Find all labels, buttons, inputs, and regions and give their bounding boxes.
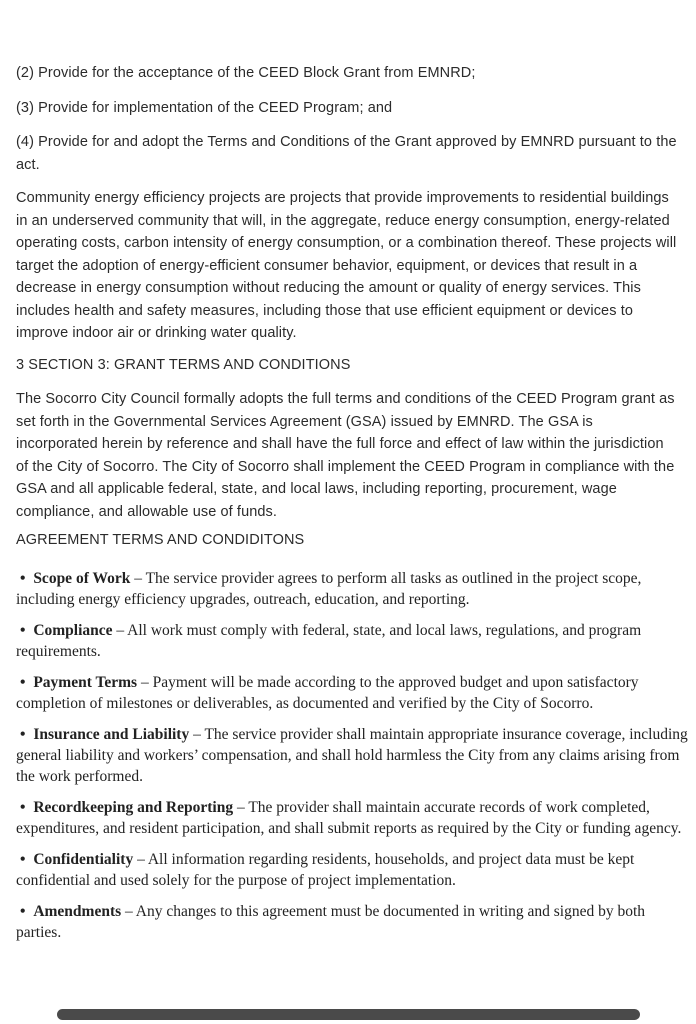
bullet-term: Confidentiality [33, 850, 134, 868]
paragraph-community-projects: Community energy efficiency projects are projects that provide improvements to residential buildings in an underserved community that will, in the aggregate, reduce energy consumption, energy-related operating costs, carbon intensity of energy consumption, or a combination thereof. These projects will target the adoption of energy-efficient consumer behavior, equipment, or devices that result in a decrease in energy consumption without reducing the amount or quality of energy services. This includes health and safety measures, including those that use efficient equipment or devices to improve indoor air or drinking water quality. [16, 190, 677, 341]
bullet-term: Compliance [33, 621, 113, 639]
bullet-text: – All information regarding residents, households, and project data must be kept confidential and used solely for the purpose of project implementation. [16, 850, 635, 889]
bullet-item-insurance-liability [16, 724, 692, 787]
bullet-term: Scope of Work [33, 569, 131, 587]
bullet-item-scope-of-work [16, 568, 692, 610]
bullet-icon: • [20, 798, 26, 816]
bullet-item-compliance [16, 620, 692, 662]
bullet-item-confidentiality [16, 849, 692, 891]
bullet-icon: • [20, 725, 26, 743]
bullet-icon: • [20, 621, 26, 639]
bullet-icon: • [20, 673, 26, 691]
bullet-text: – The service provider agrees to perform all tasks as outlined in the project scope, including energy efficiency upgrades, outreach, education, and reporting. [16, 569, 642, 608]
bullet-text: – Any changes to this agreement must be documented in writing and signed by both parties. [16, 902, 646, 941]
bullet-icon: • [20, 569, 26, 587]
scan-edge-artifact [57, 1009, 640, 1020]
numbered-item-3: (3) Provide for implementation of the CEED Program; and [16, 99, 393, 116]
bullet-text: – All work must comply with federal, state, and local laws, regulations, and program requirements. [16, 621, 642, 660]
paragraph-grant-adoption: The Socorro City Council formally adopts the full terms and conditions of the CEED Program grant as set forth in the Governmental Services Agreement (GSA) issued by EMNRD. The GSA is incorporated herein by reference and shall have the full force and effect of law within the jurisdiction of the City of Socorro. The City of Socorro shall implement the CEED Program in compliance with the GSA and all applicable federal, state, and local laws, including reporting, procurement, wage compliance, and allowable use of funds. [16, 391, 675, 520]
bullet-item-amendments [16, 901, 692, 943]
bullet-icon: • [20, 902, 26, 920]
numbered-item-4: (4) Provide for and adopt the Terms and Conditions of the Grant approved by EMNRD pursuant to the act. [16, 134, 677, 173]
bullet-item-payment-terms [16, 672, 692, 714]
section-3-heading: 3 SECTION 3: GRANT TERMS AND CONDITIONS [16, 356, 351, 373]
bullet-term: Recordkeeping and Reporting [33, 798, 234, 816]
bullet-term: Payment Terms [33, 673, 138, 691]
bullet-item-recordkeeping-reporting [16, 797, 692, 839]
agreement-terms-list [16, 568, 692, 943]
bullet-text: – The service provider shall maintain appropriate insurance coverage, including general liability and workers’ compensation, and shall hold harmless the City from any claims arising from the work performed. [16, 725, 688, 785]
bullet-text: – Payment will be made according to the approved budget and upon satisfactory completion of milestones or deliverables, as documented and verified by the City of Socorro. [16, 673, 639, 712]
bullet-term: Amendments [33, 902, 122, 920]
bullet-text: – The provider shall maintain accurate records of work completed, expenditures, and resident participation, and shall submit reports as required by the City or funding agency. [16, 798, 682, 837]
bullet-icon: • [20, 850, 26, 868]
bullet-term: Insurance and Liability [33, 725, 190, 743]
agreement-terms-heading: AGREEMENT TERMS AND CONDIDITONS [16, 532, 305, 548]
numbered-item-2: (2) Provide for the acceptance of the CEED Block Grant from EMNRD; [16, 65, 476, 81]
